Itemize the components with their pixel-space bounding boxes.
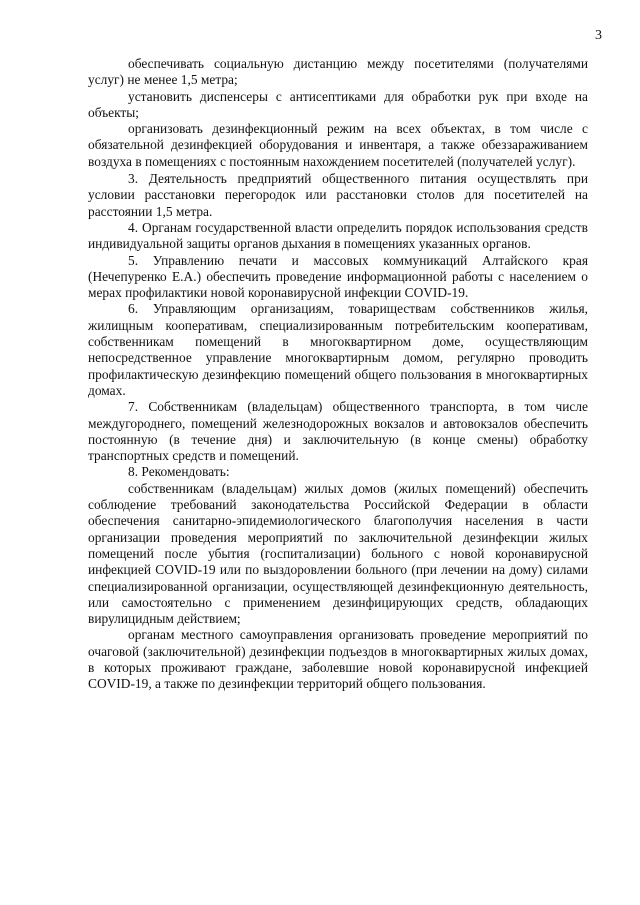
paragraph-10: собственникам (владельцам) жилых домов (жилых помещений) обеспечить соблюдение требований законодательства Российской Федерации в области обеспечения санитарно-эпидемиологического благополучия населения в части организации проведения мероприятий по заключительной дезинфекции жилых помещений после убытия (госпитализации) больного с новой коронавирусной инфекцией COVID-19 или по выздоровлении больного (при лечении на дому) силами специализированной организации, осуществляющей дезинфекционную деятельность, или самостоятельно с применением дезинфицирующих средств, обладающих вирулицидным действием; — [88, 480, 588, 627]
paragraph-2: установить диспенсеры с антисептиками для обработки рук при входе на объекты; — [88, 88, 588, 120]
document-body — [88, 56, 588, 693]
paragraph-6: 5. Управлению печати и массовых коммуникаций Алтайского края (Нечепуренко Е.А.) обеспечить проведение информационной работы с населением о мерах профилактики новой коронавирусной инфекции COVID-19. — [88, 252, 588, 301]
paragraph-11: органам местного самоуправления организовать проведение мероприятий по очаговой (заключительной) дезинфекции подъездов в многоквартирных жилых домах, в которых проживают граждане, заболевшие новой коронавирусной инфекцией COVID-19, а также по дезинфекции территорий общего пользования. — [88, 627, 588, 692]
paragraph-1: обеспечивать социальную дистанцию между посетителями (получателями услуг) не менее 1,5 метра; — [88, 56, 588, 88]
paragraph-7: 6. Управляющим организациям, товариществам собственников жилья, жилищным кооперативам, специализированным потребительским кооперативам, собственникам помещений в многоквартирном доме, осуществляющим непосредственное управление многоквартирным домом, регулярно проводить профилактическую дезинфекцию помещений общего пользования в многоквартирных домах. — [88, 301, 588, 398]
page-number: 3 — [595, 28, 602, 43]
paragraph-4: 3. Деятельность предприятий общественного питания осуществлять при условии расстановки перегородок или расстановки столов для посетителей на расстоянии 1,5 метра. — [88, 171, 588, 219]
paragraph-5: 4. Органам государственной власти определить порядок использования средств индивидуальной защиты органов дыхания в помещениях указанных органов. — [88, 219, 588, 252]
paragraph-9: 8. Рекомендовать: — [128, 464, 230, 480]
paragraph-3: организовать дезинфекционный режим на всех объектах, в том числе с обязательной дезинфекцией оборудования и инвентаря, а также обеззараживанием воздуха в помещениях с постоянным нахождением посетителей (получателей услуг). — [88, 121, 588, 169]
paragraph-8: 7. Собственникам (владельцам) общественного транспорта, в том числе междугороднего, помещений железнодорожных вокзалов и автовокзалов обеспечить постоянную (в течение дня) и заключительную (в конце смены) обработку транспортных средств и помещений. — [88, 399, 588, 464]
